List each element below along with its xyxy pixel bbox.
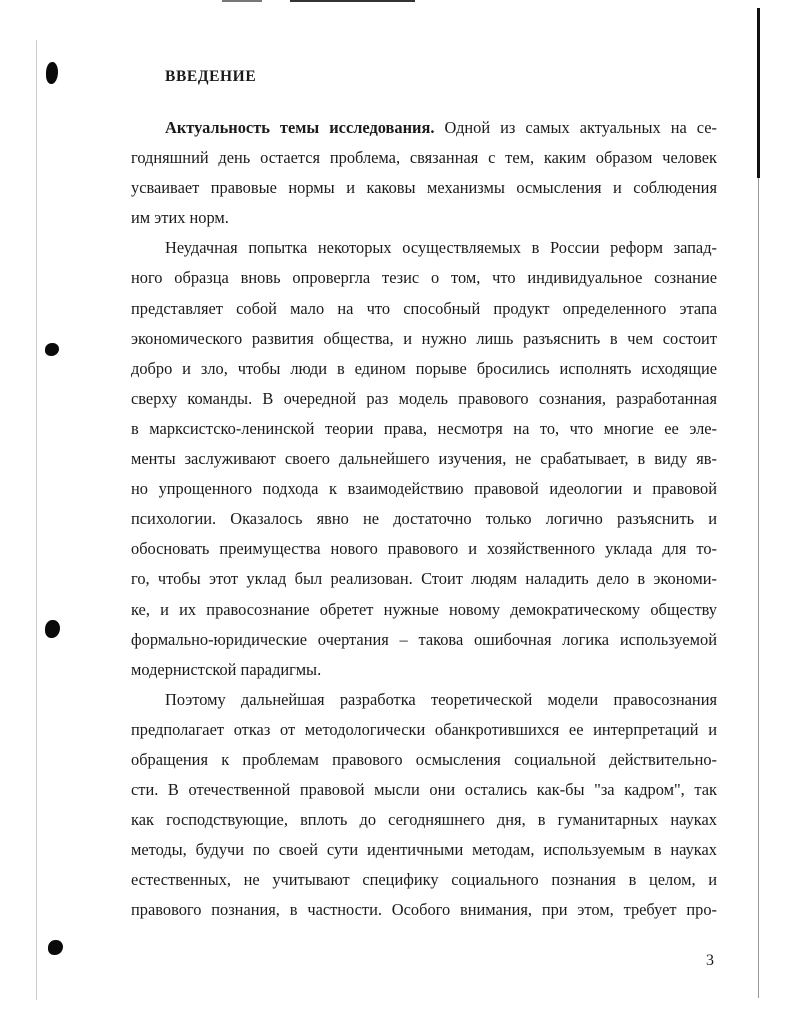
text-line: предполагает отказ от методологически обанкротившихся ее интерпретаций и	[131, 719, 717, 739]
punch-hole-mark	[45, 620, 60, 638]
text-line: сти. В отечественной правовой мысли они остались как-бы "за кадром", так	[131, 780, 717, 800]
scan-top-dash-2	[290, 0, 415, 2]
scan-left-edge-line	[36, 40, 37, 1000]
text-line: представляет собой мало на что способный продукт определенного этапа	[131, 298, 717, 318]
text-line: но упрощенного подхода к взаимодействию правовой идеологии и правовой	[131, 479, 717, 499]
text-line: им этих норм.	[131, 208, 229, 228]
text-line: как господствующие, вплоть до сегодняшнего дня, в гуманитарных науках	[131, 810, 717, 830]
text-line: го, чтобы этот уклад был реализован. Стоит людям наладить дело в экономи-	[131, 569, 717, 589]
scan-edge-line-faint	[758, 178, 759, 998]
text-line: естественных, не учитывают специфику социального познания в целом, и	[131, 870, 717, 890]
paragraph	[131, 113, 717, 233]
text-line: экономического развития общества, и нужно лишь разъяснить в чем состоит	[131, 328, 717, 348]
scan-top-dash	[222, 0, 262, 2]
text-line: Неудачная попытка некоторых осуществляемых в России реформ запад-	[165, 238, 717, 258]
section-heading: ВВЕДЕНИЕ	[165, 68, 257, 85]
text-line: модернистской парадигмы.	[131, 659, 322, 679]
text-line: ке, и их правосознание обретет нужные новому демократическому обществу	[131, 599, 717, 619]
paragraph	[131, 233, 717, 684]
text-line: правового познания, в частности. Особого внимания, при этом, требует про-	[131, 900, 717, 920]
text-line: ного образца вновь опровергла тезис о том, что индивидуальное сознание	[131, 268, 717, 288]
text-line: обращения к проблемам правового осмысления социальной действительно-	[131, 749, 717, 769]
text-line: добро и зло, чтобы люди в едином порыве бросились исполнять исходящие	[131, 358, 717, 378]
text-line: Поэтому дальнейшая разработка теоретической модели правосознания	[165, 689, 717, 709]
text-line: обосновать преимущества нового правового и хозяйственного уклада для то-	[131, 539, 717, 559]
paragraph	[131, 685, 717, 926]
lead-bold-phrase: Актуальность темы исследования.	[165, 118, 435, 137]
punch-hole-mark	[46, 62, 58, 84]
text-line: методы, будучи по своей сути идентичными методам, используемым в науках	[131, 840, 717, 860]
page-number: 3	[706, 952, 714, 969]
scan-edge-line	[757, 8, 760, 178]
text-line: годняшний день остается проблема, связанная с тем, каким образом человек	[131, 148, 717, 168]
text-line: усваивает правовые нормы и каковы механизмы осмысления и соблюдения	[131, 178, 717, 198]
text-line: менты заслуживают своего дальнейшего изучения, не срабатывает, в виду яв-	[131, 449, 717, 469]
text-line: Актуальность темы исследования. Одной из самых актуальных на се-	[165, 118, 717, 137]
punch-hole-mark	[48, 940, 63, 955]
text-line: формально-юридические очертания – такова ошибочная логика используемой	[131, 629, 717, 649]
body-text	[131, 113, 717, 926]
text-line: психологии. Оказалось явно не достаточно только логично разъяснить и	[131, 509, 717, 529]
text-line: в марксистско-ленинской теории права, несмотря на то, что многие ее эле-	[131, 418, 717, 438]
punch-hole-mark	[45, 343, 59, 356]
text-line: сверху команды. В очередной раз модель правового сознания, разработанная	[131, 388, 717, 408]
